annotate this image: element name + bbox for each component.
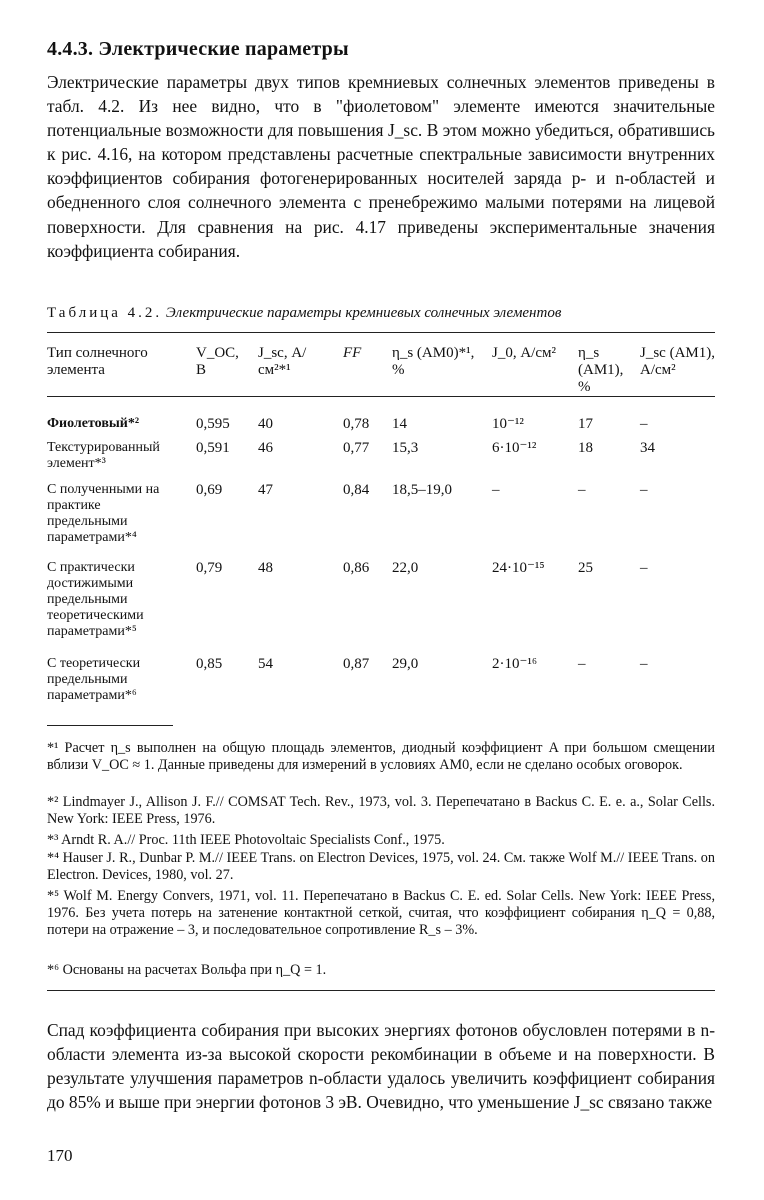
table-header-rule (47, 396, 715, 397)
table-caption (47, 305, 715, 322)
footnote-3: *³ Arndt R. A.// Proc. 11th IEEE Photovoltaic Specialists Conf., 1975. (47, 832, 445, 848)
header-type: Тип солнечного элемента (47, 345, 148, 378)
table-cell: – (578, 656, 586, 672)
table-cell: 46 (258, 440, 273, 456)
table-caption-label: Таблица 4.2. (47, 305, 163, 321)
table-cell: 0,86 (343, 560, 370, 576)
table-cell: – (578, 482, 586, 498)
table-cell: 0,79 (196, 560, 223, 576)
table-cell: 40 (258, 416, 273, 432)
table-cell: 24·10⁻¹⁵ (492, 560, 545, 576)
table-cell: 15,3 (392, 440, 419, 456)
table-cell: 18,5–19,0 (392, 482, 452, 498)
table-cell: 34 (640, 440, 655, 456)
paragraph-intro: Электрические параметры двух типов кремниевых солнечных элементов приведены в табл. 4.2. Из нее видно, что в "фиолетовом" элементе имеются значительные потенциальные возможности для повышения J_sc. В этом можно убедиться, обратившись к рис. 4.16, на котором представлены расчетные спектральные зависимости внутренних коэффициентов собирания фотогенерированных носителей заряда p- и n-областей и обедненного слоя солнечного элемента с пренебрежимо малыми потерями на лицевой поверхности. Для сравнения на рис. 4.17 приведены экспериментальные значения коэффициента собирания. (47, 72, 715, 261)
table-cell: 0,87 (343, 656, 370, 672)
footnote-2: *² Lindmayer J., Allison J. F.// COMSAT Tech. Rev., 1973, vol. 3. Перепечатано в Backus C. E. e. a., Solar Cells. New York: IEEE Press, 1976. (47, 794, 715, 827)
table-cell: 18 (578, 440, 593, 456)
table-top-rule (47, 332, 715, 333)
table-cell: 0,84 (343, 482, 370, 498)
table-cell: 14 (392, 416, 407, 432)
header-jsc: J_sc, А/см²*¹ (258, 345, 307, 378)
header-j0: J_0, А/см² (492, 345, 556, 361)
table-cell: 47 (258, 482, 273, 498)
header-jsc-am1: J_sc (AM1), А/см² (640, 345, 715, 378)
page-number: 170 (47, 1146, 73, 1165)
footnote-4: *⁴ Hauser J. R., Dunbar P. M.// IEEE Trans. on Electron Devices, 1975, vol. 24. См. также Wolf M.// IEEE Trans. on Electron. Devices, 1980, vol. 27. (47, 850, 715, 883)
table-row-type: С теоретически предельными параметрами*⁶ (47, 656, 141, 703)
paragraph-continuation: Спад коэффициента собирания при высоких энергиях фотонов обусловлен потерями в n-области элемента из-за высокой скорости рекомбинации в объеме и на поверхности. В результате улучшения параметров n-области удалось увеличить коэффициент собирания до 85% и выше при энергии фотонов 3 эВ. Очевидно, что уменьшение J_sc связано также (47, 1020, 715, 1113)
table-cell: 48 (258, 560, 273, 576)
table-row-type: С практически достижимыми предельными теоретическими параметрами*⁵ (47, 560, 144, 639)
footnote-5: *⁵ Wolf M. Energy Convers, 1971, vol. 11. Перепечатано в Backus C. E. ed. Solar Cells. New York: IEEE Press, 1976. Без учета потерь на затенение контактной сеткой, считая, что коэффициент собирания η_Q = 0,88, потери на отражение – 3, и последовательное сопротивление R_s – 3%. (47, 888, 715, 938)
table-cell: 0,85 (196, 656, 223, 672)
section-title: 4.4.3. Электрические параметры (47, 38, 349, 60)
header-eta-am1: η_s (AM1), % (578, 345, 624, 395)
table-row-type: Фиолетовый*² (47, 416, 140, 431)
table-cell: 54 (258, 656, 273, 672)
header-eta-am0: η_s (AM0)*¹, % (392, 345, 475, 378)
table-cell: – (640, 416, 648, 432)
header-voc: V_OC, В (196, 345, 239, 378)
table-cell: 17 (578, 416, 593, 432)
table-cell: 6·10⁻¹² (492, 440, 537, 456)
footnote-6: *⁶ Основаны на расчетах Вольфа при η_Q = 1. (47, 962, 327, 978)
header-ff: FF (343, 345, 362, 361)
table-cell: 0,595 (196, 416, 230, 432)
table-cell: – (640, 482, 648, 498)
table-cell: 0,77 (343, 440, 370, 456)
table-cell: 29,0 (392, 656, 419, 672)
table-cell: – (492, 482, 500, 498)
table-row-type: Текстурированный элемент*³ (47, 440, 160, 471)
table-cell: 22,0 (392, 560, 419, 576)
table-bottom-rule (47, 990, 715, 991)
table-cell: 25 (578, 560, 593, 576)
footnote-1: *¹ Расчет η_s выполнен на общую площадь элементов, диодный коэффициент A при большом смещении вблизи V_OC ≈ 1. Данные приведены для измерений в условиях AM0, если не сделано особых оговорок. (47, 740, 715, 773)
table-cell: 0,78 (343, 416, 370, 432)
table-cell: 0,591 (196, 440, 230, 456)
table-row-type: С полученными на практике предельными параметрами*⁴ (47, 482, 160, 545)
footnote-rule (47, 725, 173, 726)
table-cell: 0,69 (196, 482, 223, 498)
table-cell: – (640, 656, 648, 672)
table-caption-text: Электрические параметры кремниевых солнечных элементов (165, 305, 562, 321)
table-cell: – (640, 560, 648, 576)
table-cell: 10⁻¹² (492, 416, 524, 432)
table-cell: 2·10⁻¹⁶ (492, 656, 538, 672)
